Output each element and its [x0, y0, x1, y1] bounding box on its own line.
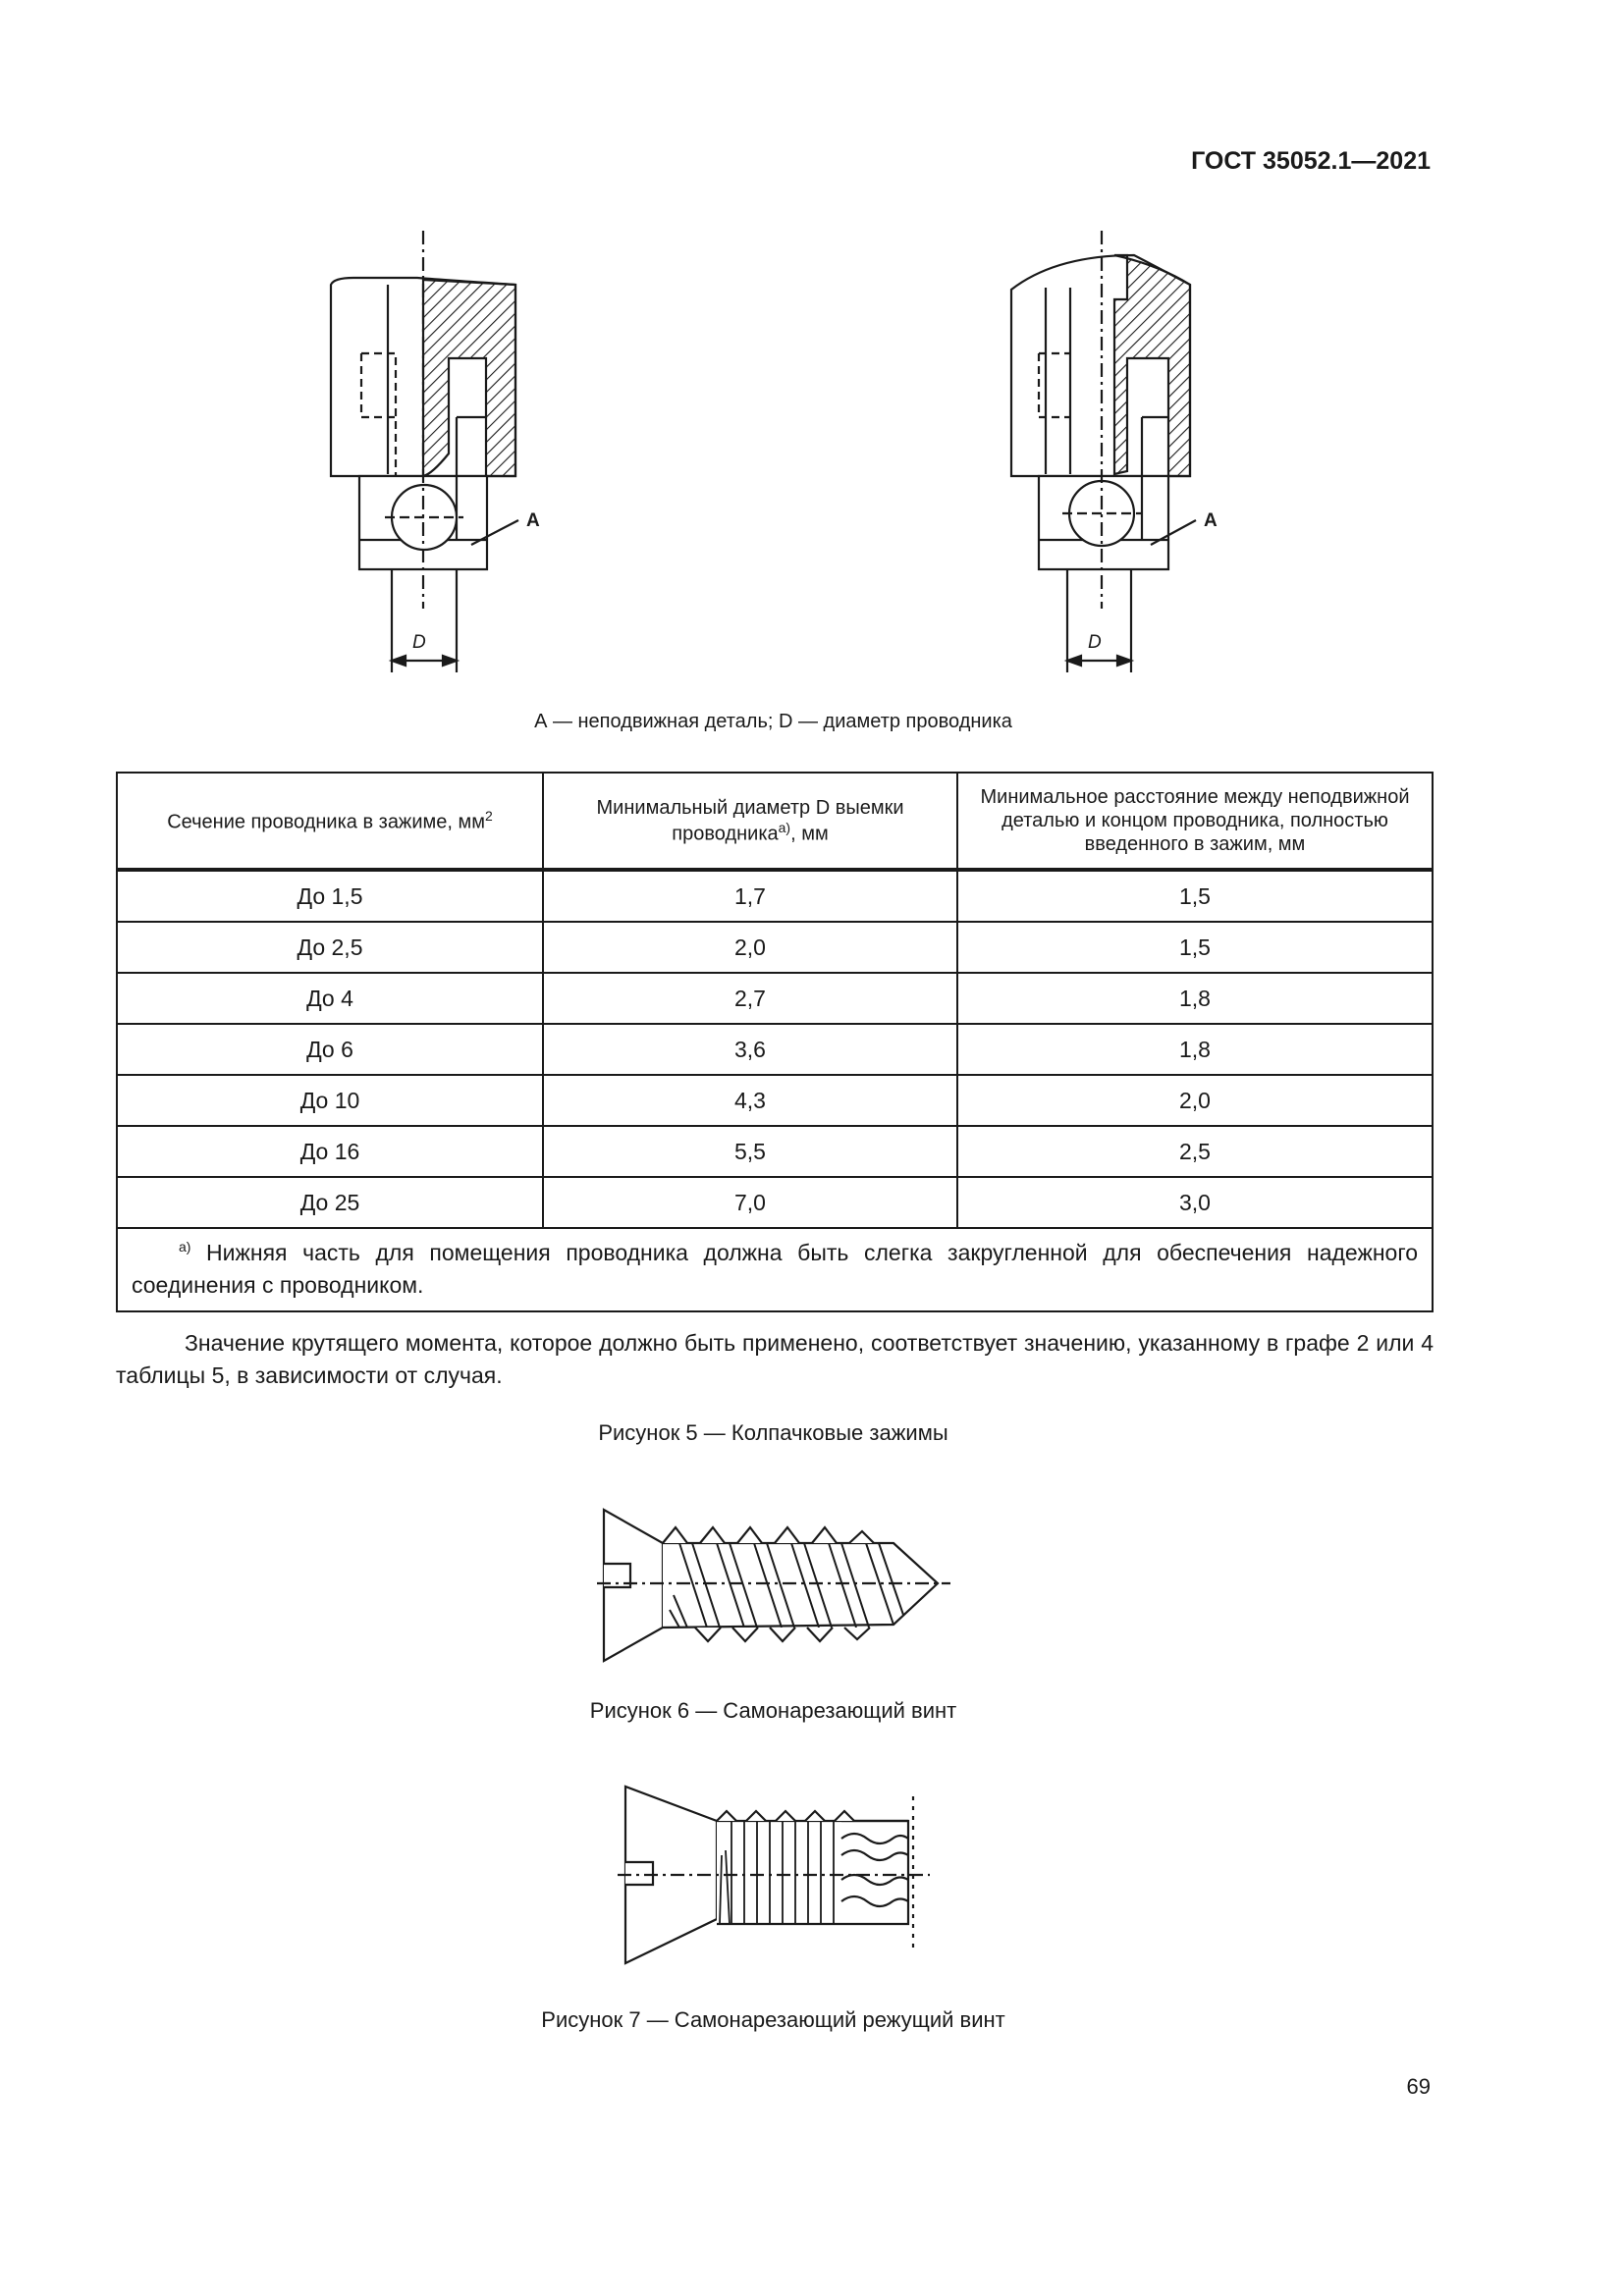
- body-paragraph: Значение крутящего момента, которое должно быть применено, соответствует значению, указанному в графе 2 или 4 таблицы 5, в зависимости от случая.: [116, 1330, 1434, 1389]
- figure-5-caption: Рисунок 5 — Колпачковые зажимы: [598, 1420, 948, 1445]
- table-row: До 10 4,3 2,0: [117, 1075, 1433, 1126]
- figure-7-drawing: [614, 1782, 938, 1968]
- right-cap-terminal: [1011, 231, 1196, 672]
- figure-6-drawing: [589, 1502, 962, 1669]
- header-col1: Сечение проводника в зажиме, $мм^2$: [117, 773, 543, 870]
- table-row: До 25 7,0 3,0: [117, 1177, 1433, 1228]
- table-row: До 4 2,7 1,8: [117, 973, 1433, 1024]
- right-label-a: A: [1204, 510, 1218, 531]
- left-dim-d: D: [412, 632, 426, 653]
- table-row: До 16 5,5 2,5: [117, 1126, 1433, 1177]
- table-footnote: $^{а)}$ Нижняя часть для помещения проводника должна быть слегка закругленной для обеспечения надежного соединения с проводником.: [117, 1228, 1433, 1311]
- left-label-a: A: [526, 510, 540, 531]
- figure-6-caption: Рисунок 6 — Самонарезающий винт: [589, 1698, 957, 1723]
- left-cap-terminal: [331, 231, 518, 672]
- table-row: До 2,5 2,0 1,5: [117, 922, 1433, 973]
- figure-5-drawing: [295, 221, 1257, 682]
- figure-7-caption: Рисунок 7 — Самонарезающий режущий винт: [541, 2007, 1005, 2032]
- header-col2: Минимальный диаметр D выемки проводника$^{а)}$, мм: [543, 773, 957, 870]
- table-row: До 6 3,6 1,8: [117, 1024, 1433, 1075]
- conductor-table: [116, 772, 1434, 1312]
- figure-5-legend: А — неподвижная деталь; D — диаметр проводника: [534, 711, 1012, 732]
- table-footnote-row: [117, 1228, 1433, 1311]
- header-col3: Минимальное расстояние между неподвижной деталью и концом проводника, полностью введенного в зажим, мм: [957, 773, 1433, 870]
- page-number: 69: [1406, 2074, 1431, 2099]
- standard-id: ГОСТ 35052.1—2021: [1191, 147, 1431, 175]
- table-row: До 1,5 1,7 1,5: [117, 870, 1433, 922]
- right-dim-d: D: [1088, 632, 1102, 653]
